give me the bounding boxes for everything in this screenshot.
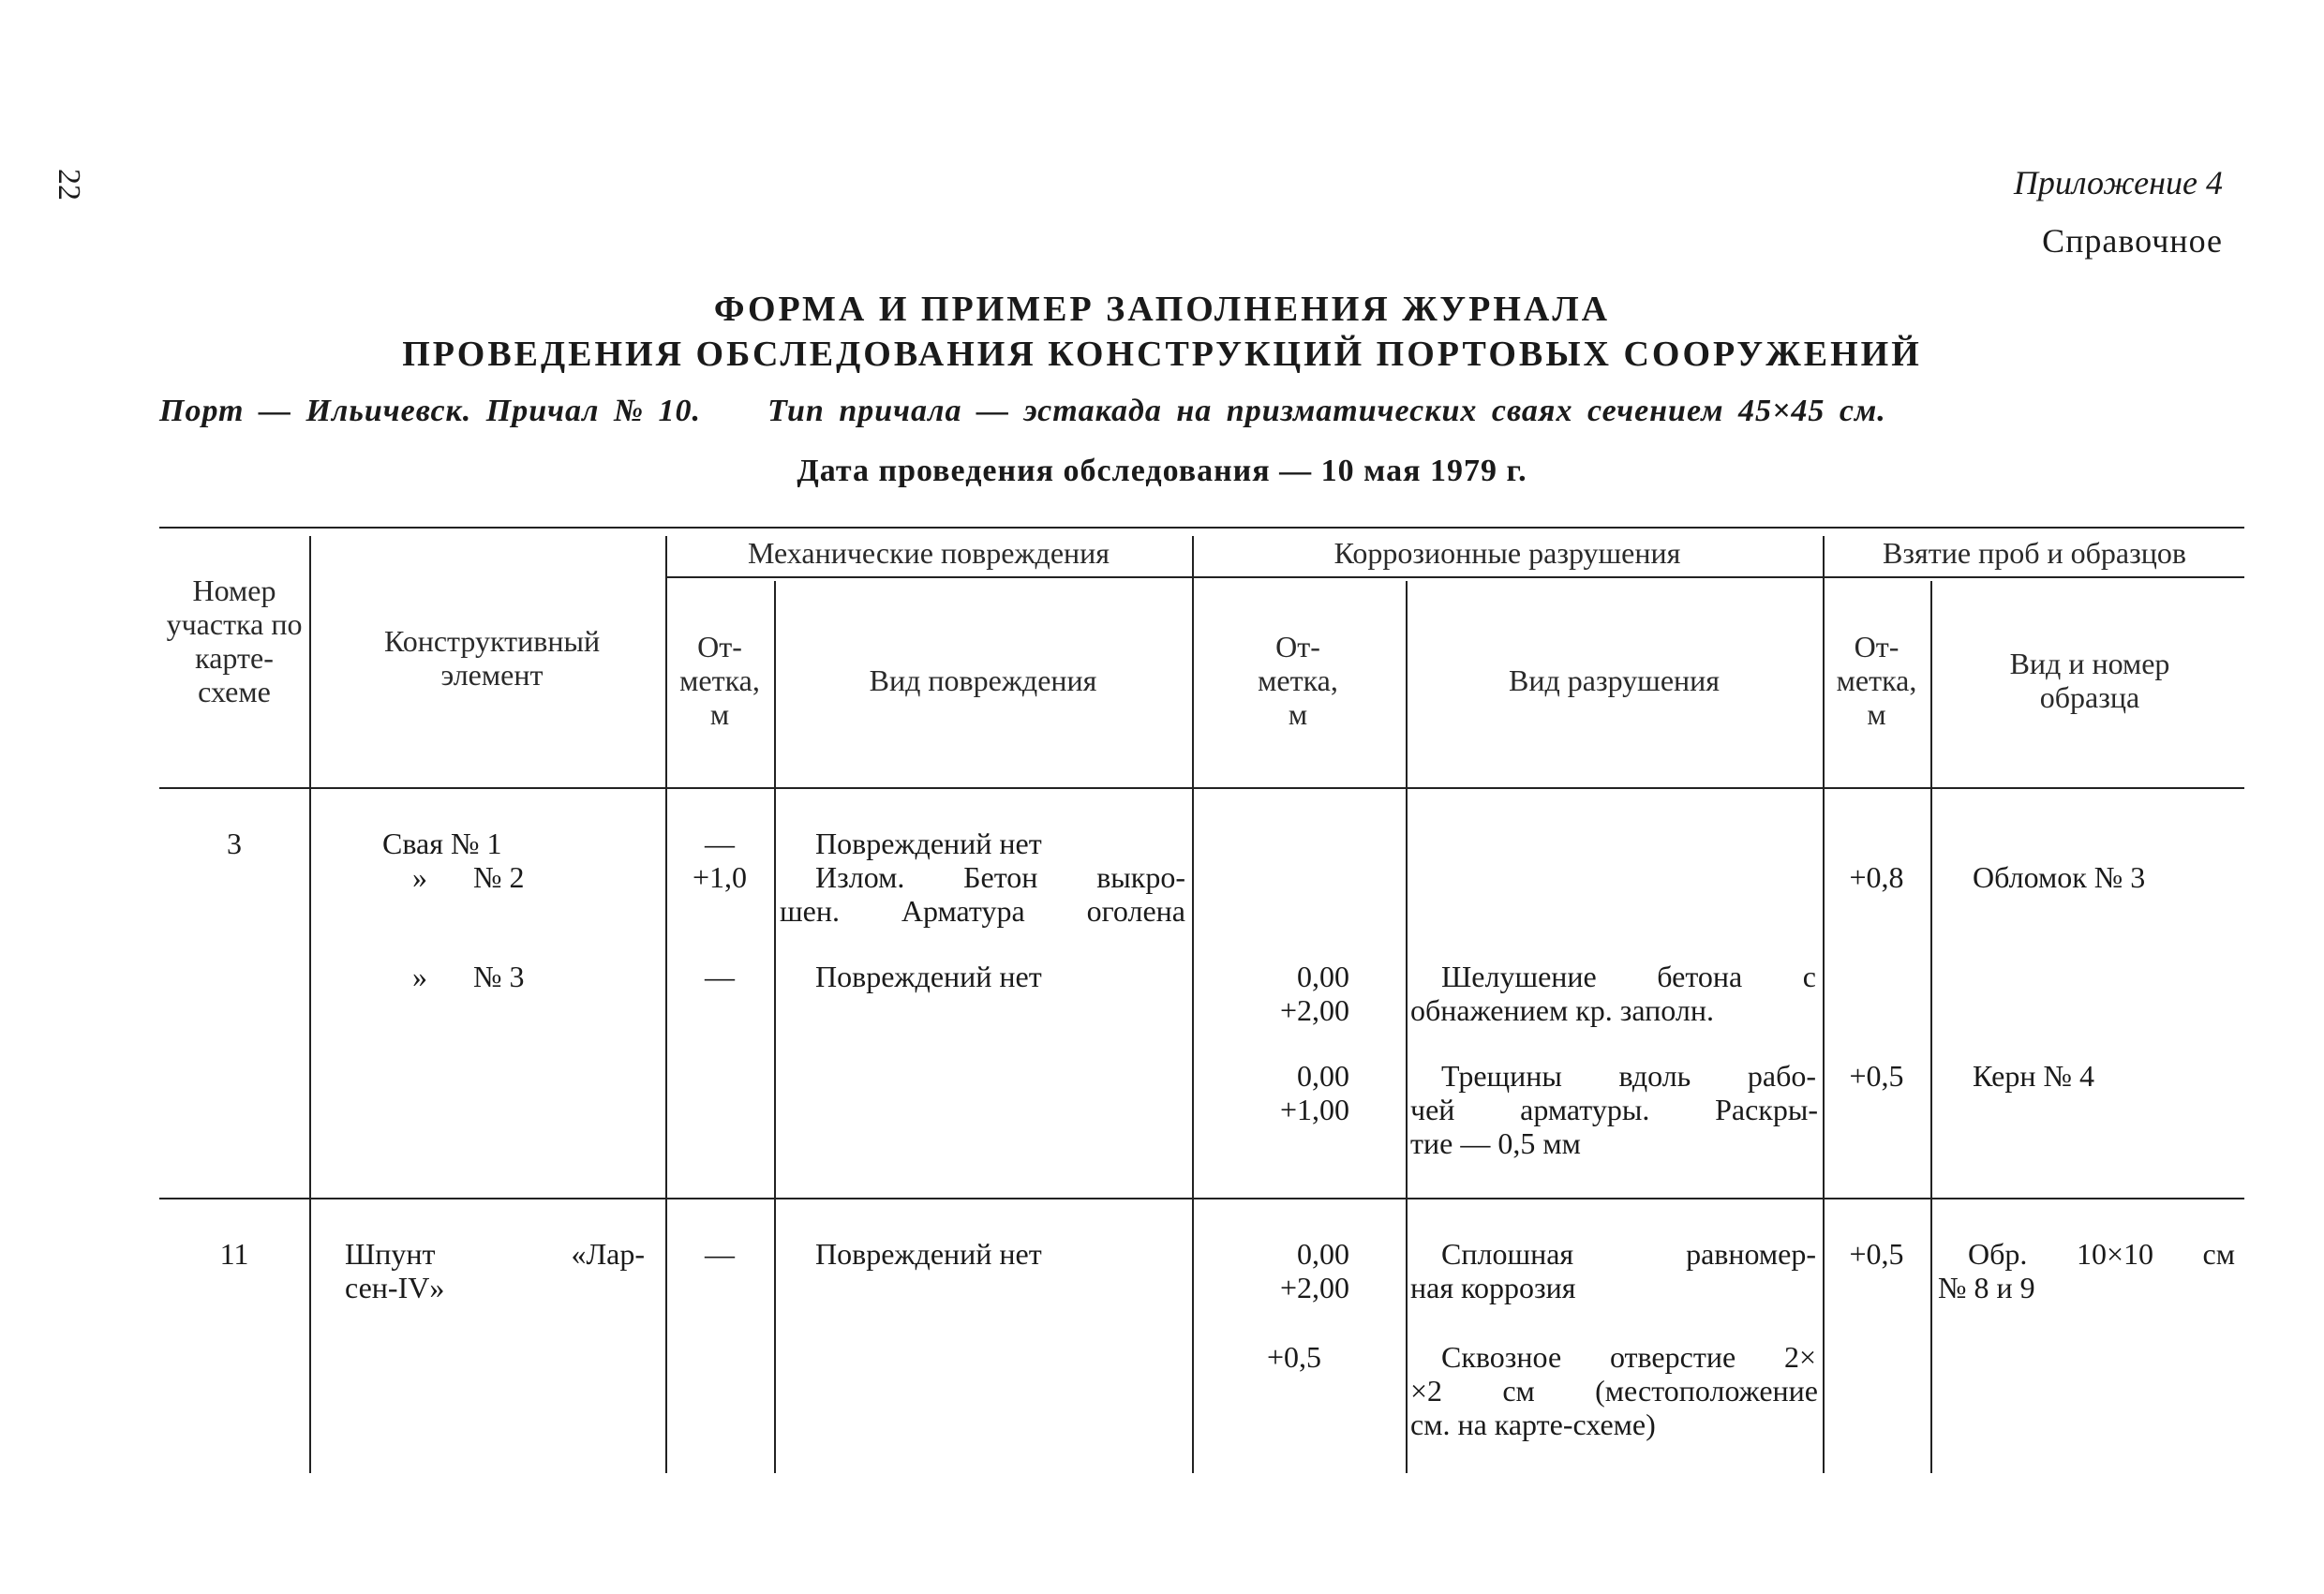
sample-mark: +0,8 [1849,860,1904,894]
ditto-mark: » [412,860,427,894]
mech-mark: +1,0 [692,860,748,894]
page-number: 22 [52,169,86,201]
sample-kind: Керн № 4 [1973,1059,2094,1093]
element-name: сен-IV» [345,1271,445,1304]
header-corrosion-group: Коррозионные разрушения [1333,536,1681,570]
header-mech-mark: От-метка, м [679,630,760,731]
element-name: Шпунт «Лар- [345,1237,645,1271]
subtitle-port: Порт — Ильичевск. Причал № 10. [159,394,702,428]
corr-mark: 0,00 [1297,1059,1349,1093]
corr-mark: 0,00 [1297,1237,1349,1271]
corr-damage-kind: Сквозное отверстие 2× [1441,1340,1816,1374]
corr-damage-kind: чей арматуры. Раскры- [1410,1093,1818,1126]
corr-mark: 0,00 [1297,960,1349,993]
header-section: Номер участка по карте-схеме [166,574,303,708]
corr-damage-kind: ная коррозия [1410,1271,1576,1304]
ditto-mark: » [412,960,427,993]
document-title-line2: ПРОВЕДЕНИЯ ОБСЛЕДОВАНИЯ КОНСТРУКЦИЙ ПОРТОВЫХ СООРУЖЕНИЙ [402,335,1922,374]
document-title-line1: ФОРМА И ПРИМЕР ЗАПОЛНЕНИЯ ЖУРНАЛА [713,290,1611,329]
appendix-label: Приложение 4 [2013,164,2223,201]
col-divider-1 [309,536,311,1473]
survey-date: Дата проведения обследования — 10 мая 1979 г. [797,454,1527,488]
sample-mark: +0,5 [1849,1059,1904,1093]
header-samp-mark: От-метка, м [1836,630,1917,731]
col-divider-3 [774,581,776,1473]
corr-damage-kind: обнажением кр. заполн. [1410,993,1714,1027]
header-mech-kind: Вид повреждения [869,663,1097,697]
mech-damage-kind: Излом. Бетон выкро- [815,860,1185,894]
mech-mark: — [705,827,735,860]
section-number: 3 [227,827,242,860]
element-name: № 2 [473,860,525,894]
sample-kind: № 8 и 9 [1938,1271,2035,1304]
header-mechanical-group: Механические повреждения [747,536,1110,570]
element-name: Свая № 1 [382,827,502,860]
corr-mark: +1,00 [1279,1093,1349,1126]
mech-mark: — [705,960,735,993]
corr-damage-kind: Трещины вдоль рабо- [1441,1059,1816,1093]
corr-damage-kind: см. на карте-схеме) [1410,1408,1656,1441]
mech-damage-kind: Повреждений нет [815,1237,1042,1271]
subtitle-type: Тип причала — эстакада на призматических сваях сечением 45×45 см. [767,394,1886,428]
sample-kind: Обломок № 3 [1973,860,2146,894]
element-name: № 3 [473,960,525,993]
group-header-rule [665,576,2244,578]
header-corr-kind: Вид разрушения [1509,663,1720,697]
section-number: 11 [219,1237,249,1271]
header-element: Конструктивный элемент [383,624,601,692]
col-divider-7 [1930,581,1932,1473]
sample-kind: Обр. 10×10 см [1968,1237,2235,1271]
mech-mark: — [705,1237,735,1271]
subtitle [159,394,1886,429]
corr-mark: +0,5 [1266,1340,1321,1374]
header-sampling-group: Взятие проб и образцов [1883,536,2186,570]
corr-mark: +2,00 [1279,1271,1349,1304]
corr-damage-kind: Сплошная равномер- [1441,1237,1816,1271]
corr-damage-kind: тие — 0,5 мм [1410,1126,1581,1160]
header-corr-mark: От-метка, м [1258,630,1338,731]
corr-mark: +2,00 [1279,993,1349,1027]
col-divider-4 [1192,536,1194,1473]
header-samp-kind: Вид и номер образца [2009,647,2170,714]
corr-damage-kind: Шелушение бетона с [1441,960,1816,993]
table-top-rule [159,527,2244,529]
corr-damage-kind: ×2 см (местоположение [1410,1374,1818,1408]
appendix-type: Справочное [2042,222,2223,260]
mech-damage-kind: шен. Арматура оголена [780,894,1185,928]
sample-mark: +0,5 [1849,1237,1904,1271]
mech-damage-kind: Повреждений нет [815,827,1042,860]
col-divider-5 [1406,581,1408,1473]
mech-damage-kind: Повреждений нет [815,960,1042,993]
